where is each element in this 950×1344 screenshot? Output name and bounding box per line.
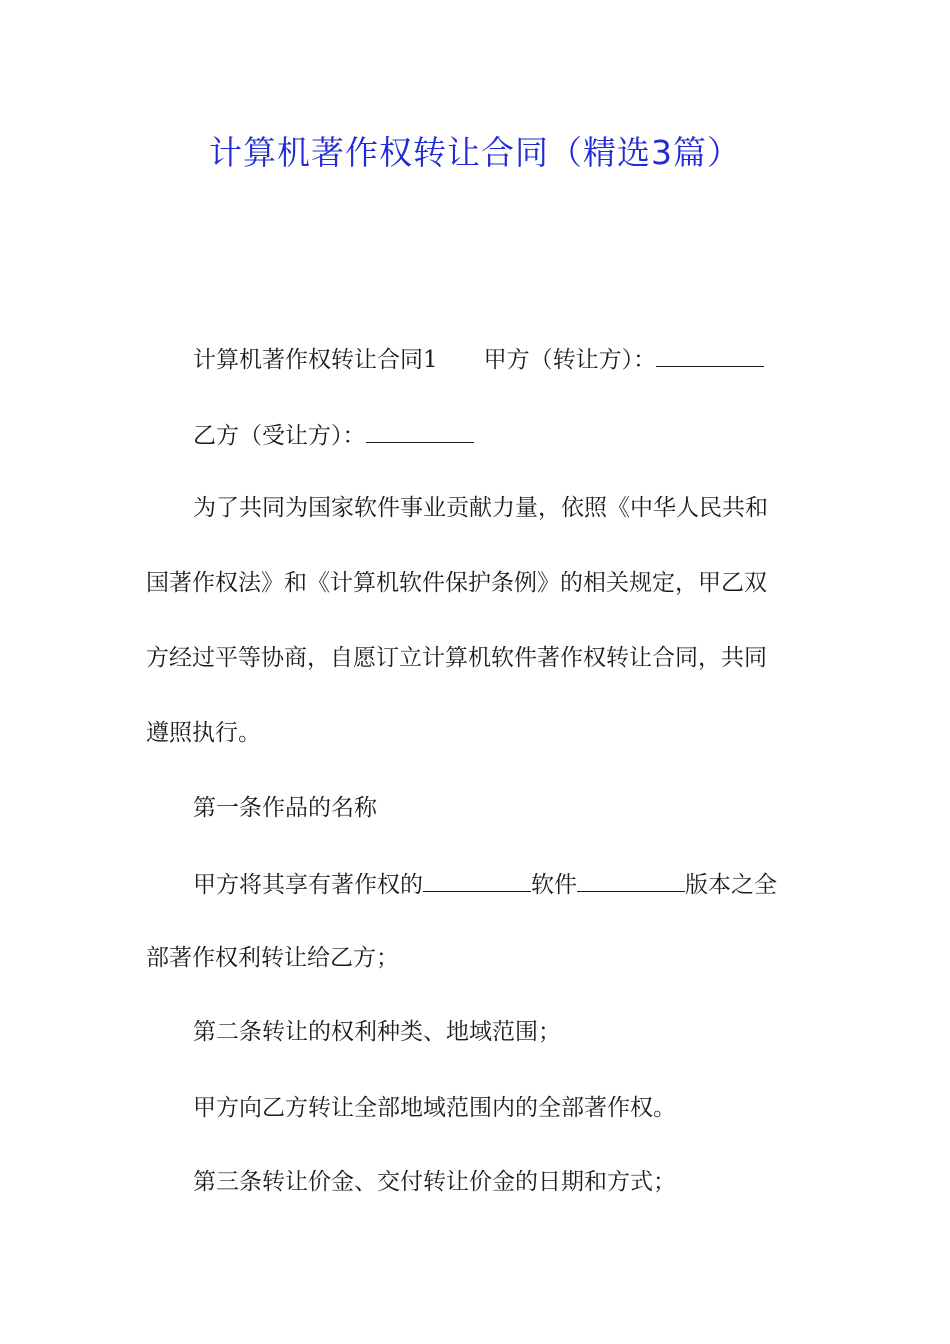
paragraph-line: 遵照执行。 xyxy=(146,720,261,746)
contract-heading: 计算机著作权转让合同1 xyxy=(193,347,438,373)
party-b-line xyxy=(193,416,474,454)
party-a-blank xyxy=(656,340,764,367)
party-b-label: 乙方（受让方）： xyxy=(193,423,366,449)
party-a-line xyxy=(193,340,764,378)
article-3-heading: 第三条转让价金、交付转让价金的日期和方式； xyxy=(193,1169,676,1195)
article-1-line: 甲方将其享有著作权的 软件 版本之全 xyxy=(193,865,777,903)
party-b-blank xyxy=(366,416,474,443)
party-a-label: 甲方（转让方）： xyxy=(483,347,657,373)
paragraph-line: 方经过平等协商，自愿订立计算机软件著作权转让合同，共同 xyxy=(146,645,767,671)
article-2-body: 甲方向乙方转让全部地域范围内的全部著作权。 xyxy=(193,1095,676,1121)
paragraph-line: 为了共同为国家软件事业贡献力量，依照《中华人民共和 xyxy=(193,495,768,521)
document-title: 计算机著作权转让合同（精选3篇） xyxy=(209,133,741,172)
software-name-blank xyxy=(423,865,531,892)
paragraph-line: 国著作权法》和《计算机软件保护条例》的相关规定，甲乙双 xyxy=(146,570,767,596)
article-1-heading: 第一条作品的名称 xyxy=(193,795,377,821)
paragraph-line: 部著作权利转让给乙方； xyxy=(146,945,399,971)
version-blank xyxy=(577,865,685,892)
article-2-heading: 第二条转让的权利种类、地域范围； xyxy=(193,1019,561,1045)
